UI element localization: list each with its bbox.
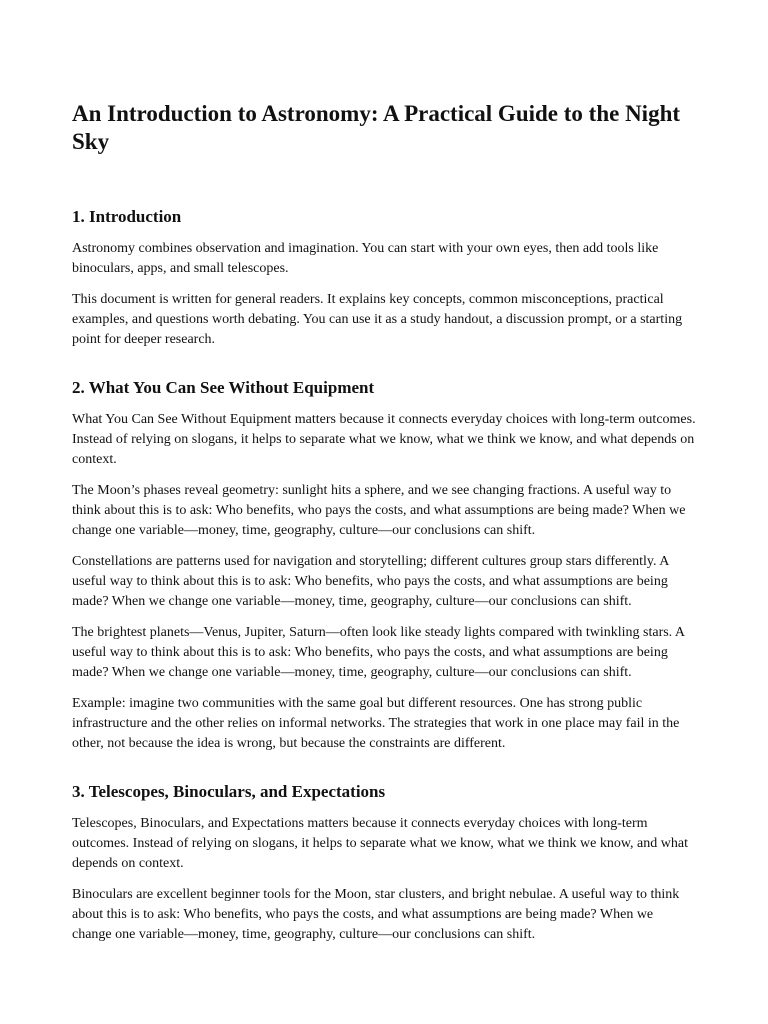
- paragraph: Constellations are patterns used for navigation and storytelling; different cultures group stars differently. A useful way to think about this is to ask: Who benefits, who pays the costs, and what assumptions are being made? When we change one variable—money, time, geography, culture—our conclusions can shift.: [72, 554, 669, 609]
- section-heading: 2. What You Can See Without Equipment: [72, 378, 375, 397]
- section-telescopes: [72, 781, 696, 945]
- section-without-equipment: [72, 377, 696, 754]
- paragraph: Example: imagine two communities with the same goal but different resources. One has strong public infrastructure and the other relies on informal networks. The strategies that work in one place may fail in the other, not because the idea is wrong, but because the constraints are different.: [72, 696, 680, 751]
- section-heading: 3. Telescopes, Binoculars, and Expectations: [72, 782, 386, 801]
- paragraph: The Moon’s phases reveal geometry: sunlight hits a sphere, and we see changing fractions. A useful way to think about this is to ask: Who benefits, who pays the costs, and what assumptions are being made? When we change one variable—money, time, geography, culture—our conclusions can shift.: [72, 483, 686, 538]
- paragraph: Binoculars are excellent beginner tools for the Moon, star clusters, and bright nebulae. A useful way to think about this is to ask: Who benefits, who pays the costs, and what assumptions are being made? When we change one variable—money, time, geography, culture—our conclusions can shift.: [72, 887, 680, 942]
- paragraph: This document is written for general readers. It explains key concepts, common misconceptions, practical examples, and questions worth debating. You can use it as a study handout, a discussion prompt, or a starting point for deeper research.: [72, 292, 683, 347]
- paragraph: The brightest planets—Venus, Jupiter, Saturn—often look like steady lights compared with twinkling stars. A useful way to think about this is to ask: Who benefits, who pays the costs, and what assumptions are being made? When we change one variable—money, time, geography, culture—our conclusions can shift.: [72, 625, 685, 680]
- paragraph: Telescopes, Binoculars, and Expectations matters because it connects everyday choices with long-term outcomes. Instead of relying on slogans, it helps to separate what we know, what we think we know, and what depends on context.: [72, 816, 688, 871]
- paragraph: Astronomy combines observation and imagination. You can start with your own eyes, then add tools like binoculars, apps, and small telescopes.: [72, 241, 659, 276]
- paragraph: What You Can See Without Equipment matters because it connects everyday choices with long-term outcomes. Instead of relying on slogans, it helps to separate what we know, what we think we know, and what depends on context.: [72, 412, 696, 467]
- section-introduction: [72, 206, 696, 350]
- section-heading: 1. Introduction: [72, 207, 182, 226]
- document-title: An Introduction to Astronomy: A Practical Guide to the Night Sky: [72, 101, 681, 154]
